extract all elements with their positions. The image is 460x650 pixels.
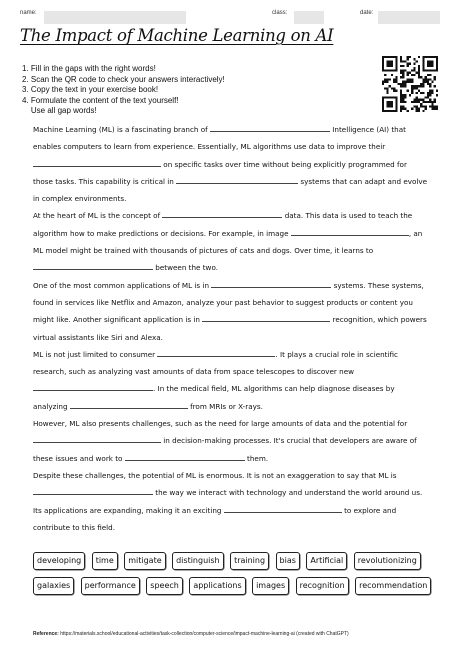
instruction-2: 2. Scan the QR code to check your answers interactively! <box>22 74 225 84</box>
gap-text <box>33 121 428 536</box>
gap-input[interactable] <box>224 503 342 513</box>
date-label: date: <box>360 10 374 16</box>
paragraph-3 <box>33 277 428 346</box>
text-segment: systems that can adapt and evolve in complex environments. <box>33 176 428 204</box>
name-label: name: <box>20 10 37 16</box>
text-segment: between the two. <box>155 263 218 273</box>
word-chip-recognition[interactable]: recognition <box>296 577 349 595</box>
gap-input[interactable] <box>125 451 245 461</box>
word-chip-training[interactable]: training <box>230 552 269 570</box>
gap-input[interactable] <box>33 381 153 391</box>
text-segment: , an ML model might be trained with thousands of pictures of cats and dogs. Over time, it learns to <box>33 228 423 256</box>
text-segment: Machine Learning (ML) is a fascinating branch of <box>33 125 208 134</box>
word-chip-images[interactable]: images <box>252 577 289 595</box>
text-segment: them. <box>247 453 269 463</box>
word-chip-mitigate[interactable]: mitigate <box>124 552 165 570</box>
word-chip-developing[interactable]: developing <box>33 552 85 570</box>
word-chip-recommendation[interactable]: recommendation <box>355 577 431 595</box>
reference-label: Reference: <box>33 631 59 637</box>
gap-input[interactable] <box>176 174 298 184</box>
instruction-1: 1. Fill in the gaps with the right words! <box>22 64 156 73</box>
word-chip-galaxies[interactable]: galaxies <box>33 577 74 595</box>
text-segment: However, ML also presents challenges, such as the need for large amounts of data and the potential for <box>33 419 408 429</box>
text-segment: data. This data is used to teach the algorithm how to make predictions or decisions. For example, in image <box>33 211 413 238</box>
text-segment: systems. These systems, found in services like Netflix and Amazon, analyze your past behavior to suggest products or content you might like. Another significant application is in <box>33 280 424 325</box>
text-segment: on specific tasks over time without being explicitly programmed for those tasks. This capability is critical in <box>33 159 407 186</box>
text-segment: . In the medical field, ML algorithms can help diagnose diseases by analyzing <box>33 384 395 411</box>
paragraph-2 <box>33 207 428 276</box>
gap-input[interactable] <box>291 226 409 236</box>
name-field[interactable] <box>44 11 186 24</box>
worksheet-title: The Impact of Machine Learning on AI <box>20 26 334 45</box>
text-segment: One of the most common applications of ML is in <box>33 280 210 290</box>
word-chip-speech[interactable]: speech <box>146 577 183 595</box>
instruction-4: 4. Formulate the content of the text yourself! <box>22 95 179 105</box>
word-chip-bias[interactable]: bias <box>276 552 300 570</box>
paragraph-1 <box>33 121 428 207</box>
text-segment: the way we interact with technology and understand the world around us. Its applications are expanding, making it an exciting <box>33 488 423 515</box>
word-bank <box>33 550 438 600</box>
word-chip-revolutionizing[interactable]: revolutionizing <box>354 552 421 570</box>
qr-code-icon[interactable] <box>382 56 438 112</box>
text-segment: Despite these challenges, the potential of ML is enormous. It is not an exaggeration to say that ML is <box>33 470 397 480</box>
text-segment: to explore and contribute to this field. <box>33 505 397 532</box>
word-chip-distinguish[interactable]: distinguish <box>172 552 224 570</box>
text-segment: . It plays a crucial role in scientific research, such as analyzing vast amounts of data from space telescopes to discover new <box>33 349 398 377</box>
class-field[interactable] <box>294 11 324 24</box>
text-segment: recognition, which powers virtual assistants like Siri and Alexa. <box>33 315 427 342</box>
instruction-5: Use all gap words! <box>22 106 97 115</box>
gap-input[interactable] <box>33 485 153 495</box>
word-chip-performance[interactable]: performance <box>81 577 140 595</box>
instructions <box>22 64 225 117</box>
gap-input[interactable] <box>210 122 330 132</box>
reference-link[interactable]: https://materials.school/educational-activities/task-collection/computer-science/impact-machine-learning-ai (created with ChatGPT) <box>60 631 349 637</box>
word-chip-time[interactable]: time <box>92 552 118 570</box>
gap-input[interactable] <box>33 260 153 270</box>
paragraph-4 <box>33 346 428 415</box>
gap-input[interactable] <box>33 157 161 167</box>
gap-input[interactable] <box>202 312 330 322</box>
text-segment: At the heart of ML is the concept of <box>33 211 161 221</box>
paragraph-6 <box>33 467 428 536</box>
word-chip-applications[interactable]: applications <box>189 577 245 595</box>
text-segment: from MRIs or X-rays. <box>190 401 263 411</box>
reference <box>33 631 349 637</box>
text-segment: ML is not just limited to consumer <box>33 349 156 359</box>
gap-input[interactable] <box>70 399 188 409</box>
gap-input[interactable] <box>211 278 331 288</box>
gap-input[interactable] <box>157 347 275 357</box>
instruction-3: 3. Copy the text in your exercise book! <box>22 85 159 94</box>
gap-input[interactable] <box>162 208 282 218</box>
gap-input[interactable] <box>33 433 161 443</box>
date-field[interactable] <box>378 11 440 24</box>
text-segment: Intelligence (AI) that enables computers to learn from experience. Essentially, ML algorithms use data to improve their <box>33 125 406 152</box>
paragraph-5 <box>33 415 428 467</box>
text-segment: in decision-making processes. It's crucial that developers are aware of these issues and work to <box>33 436 417 463</box>
class-label: class: <box>272 10 288 16</box>
word-chip-artificial[interactable]: Artificial <box>306 552 347 570</box>
